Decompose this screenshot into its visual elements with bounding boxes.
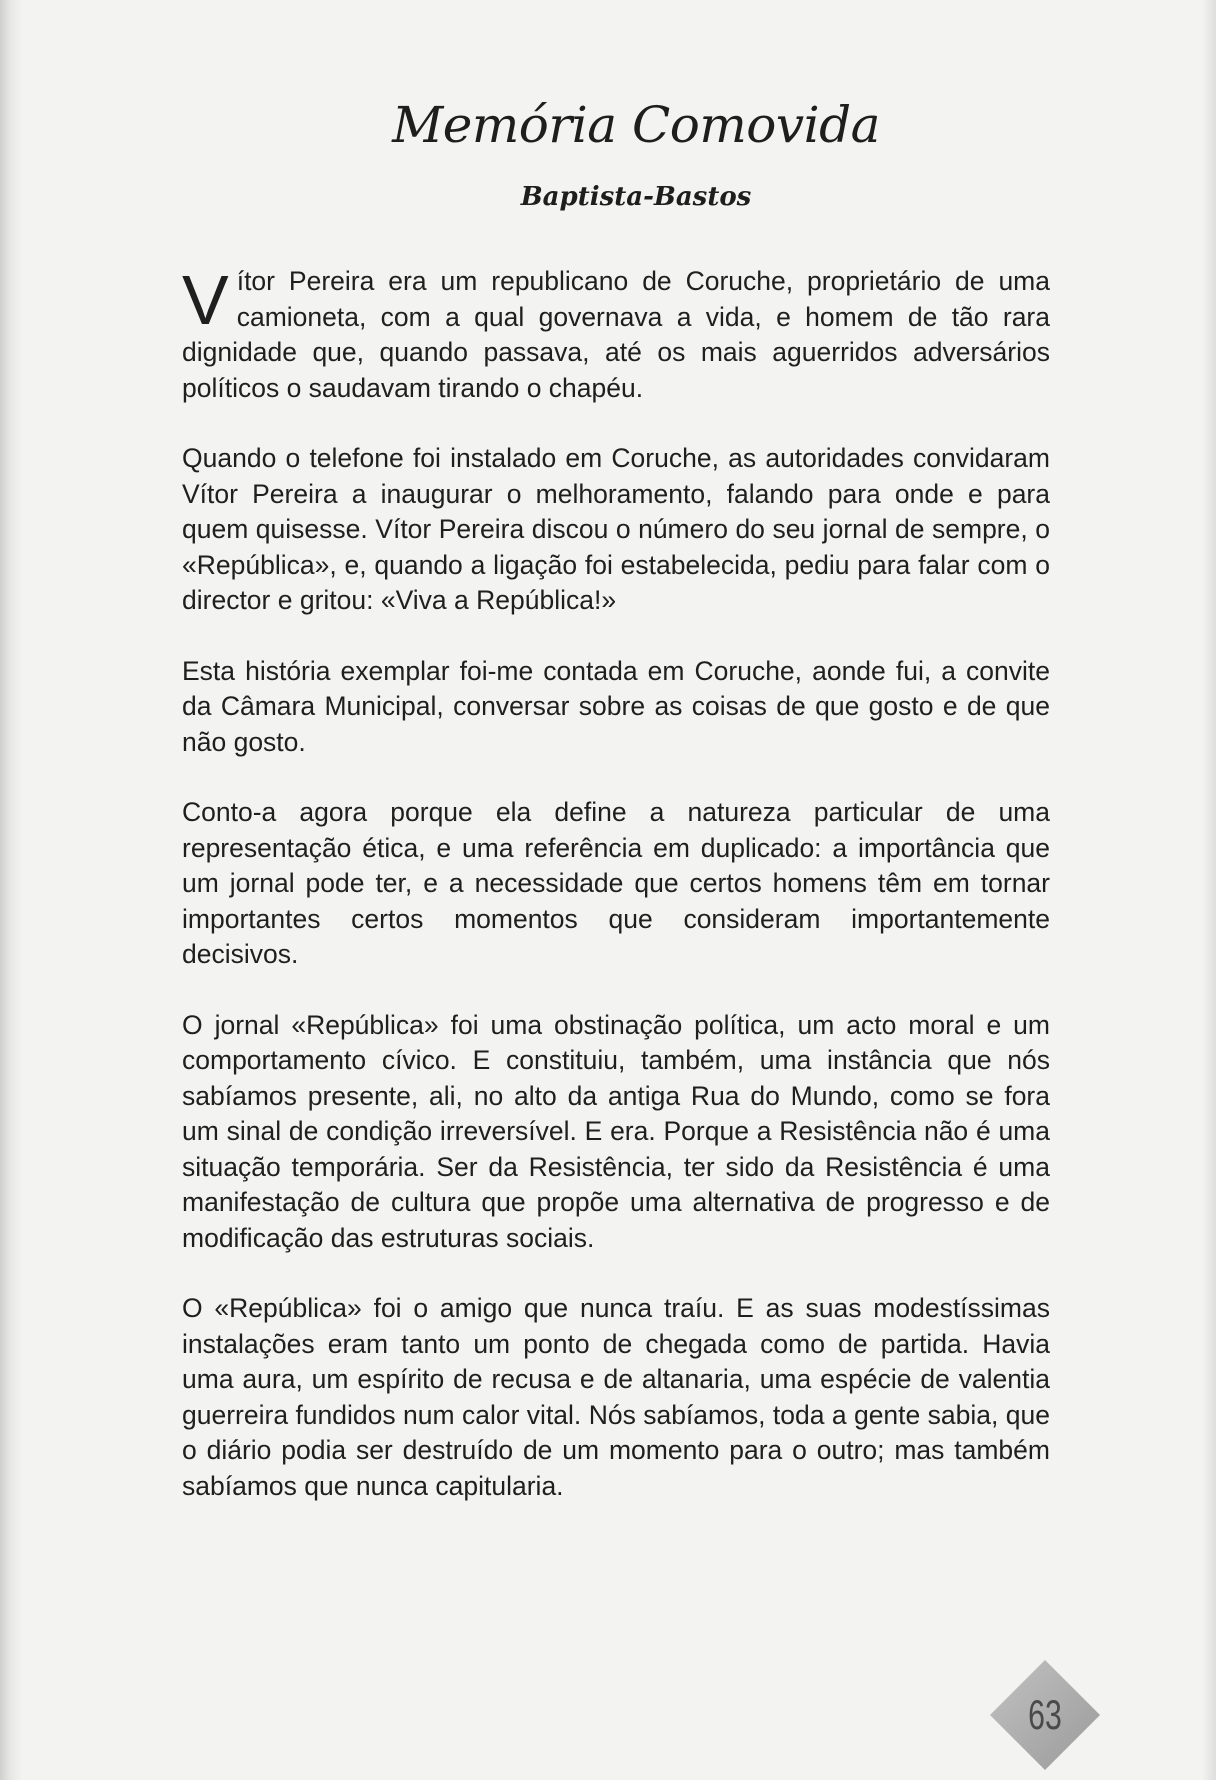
- paragraph-4: Conto-a agora porque ela define a natureza particular de uma representação ética, e uma referência em duplicado: a importância que um jornal pode ter, e a necessidade que certos homens têm em tornar importantes certos momentos que consideram importantemente decisivos.: [182, 797, 1050, 969]
- page-number-badge: [990, 1660, 1100, 1770]
- paragraph-1: [182, 261, 1050, 406]
- article-title: Memória Comovida: [392, 96, 880, 154]
- page-number: 63: [1028, 1691, 1062, 1738]
- paragraph-2: Quando o telefone foi instalado em Coruche, as autoridades convidaram Vítor Pereira a inaugurar o melhoramento, falando para onde e para quem quisesse. Vítor Pereira discou o número do seu jornal de sempre, o «República», e, quando a ligação foi estabelecida, pediu para falar com o director e gritou: «Viva a República!»: [182, 443, 1050, 615]
- paragraph-6: O «República» foi o amigo que nunca traíu. E as suas modestíssimas instalações eram tanto um ponto de chegada como de partida. Havia uma aura, um espírito de recusa e de altanaria, uma espécie de valentia guerreira fundidos num calor vital. Nós sabíamos, toda a gente sabia, que o diário podia ser destruído de um momento para o outro; mas também sabíamos que nunca capitularia.: [182, 1293, 1050, 1501]
- page-binding-shadow: [0, 0, 22, 1780]
- page-edge-shadow: [1202, 0, 1216, 1780]
- paragraph-5: O jornal «República» foi uma obstinação política, um acto moral e um comportamento cívico. E constituiu, também, uma instância que nós sabíamos presente, ali, no alto da antiga Rua do Mundo, como se fora um sinal de condição irreversível. E era. Porque a Resistência não é uma situação temporária. Ser da Resistência, ter sido da Resistência é uma manifestação de cultura que propõe uma alternativa de progresso e de modificação das estruturas sociais.: [182, 1009, 1050, 1253]
- drop-cap: V: [182, 261, 229, 339]
- article-author: Baptista-Bastos: [520, 182, 752, 212]
- paragraph-1-text: ítor Pereira era um republicano de Coruche, proprietário de uma camioneta, com a qual governava a vida, e homem de tão rara dignidade que, quando passava, até os mais aguerridos adversários políticos o saudavam tirando o chapéu.: [182, 266, 1050, 403]
- paragraph-3: Esta história exemplar foi-me contada em Coruche, aonde fui, a convite da Câmara Municipal, conversar sobre as coisas de que gosto e de que não gosto.: [182, 655, 1050, 757]
- article: [182, 96, 1050, 1539]
